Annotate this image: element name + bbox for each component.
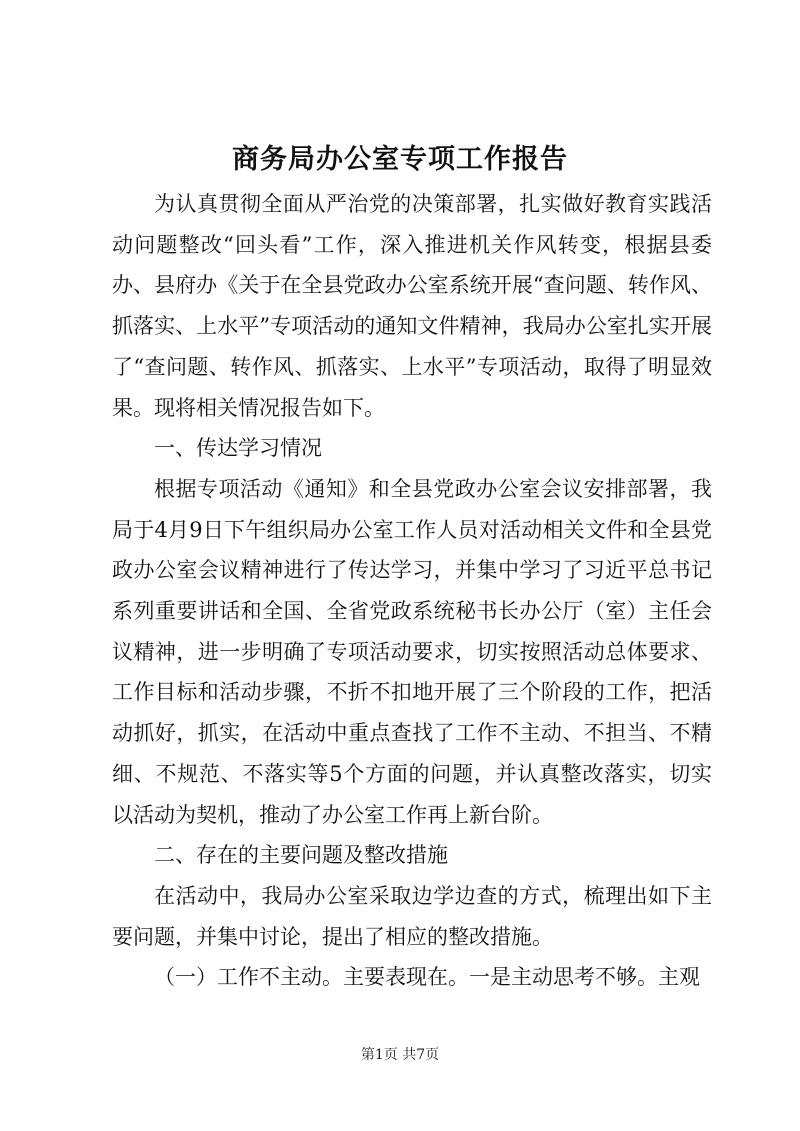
subsection-1-paragraph: （一）工作不主动。主要表现在。一是主动思考不够。主观 bbox=[154, 965, 700, 990]
section-heading-1: 一、传达学习情况 bbox=[154, 436, 322, 461]
section-1-paragraph: 根据专项活动《通知》和全县党政办公室会议安排部署，我局于4月9日下午组织局办公室工作人员对活动相关文件和全县党政办公室会议精神进行了传达学习，并集中学习了习近平总书记系列重要讲话和全国、全省党政系统秘书长办公厅（室）主任会议精神，进一步明确了专项活动要求，切实按照活动总体要求、工作目标和活动步骤，不折不扣地开展了三个阶段的工作，把活动抓好，抓实，在活动中重点查找了工作不主动、不担当、不精细、不规范、不落实等5个方面的问题，并认真整改落实，切实以活动为契机，推动了办公室工作再上新台阶。 bbox=[112, 476, 712, 827]
document-body bbox=[112, 184, 712, 998]
document-title: 商务局办公室专项工作报告 bbox=[232, 144, 568, 175]
section-2-paragraph: 在活动中，我局办公室采取边学边查的方式，梳理出如下主要问题，并集中讨论，提出了相应的整改措施。 bbox=[112, 883, 712, 949]
section-heading-2: 二、存在的主要问题及整改措施 bbox=[154, 843, 448, 868]
intro-paragraph: 为认真贯彻全面从严治党的决策部署，扎实做好教育实践活动问题整改“回头看”工作，深入推进机关作风转变，根据县委办、县府办《关于在全县党政办公室系统开展“查问题、转作风、抓落实、上水平”专项活动的通知文件精神，我局办公室扎实开展了“查问题、转作风、抓落实、上水平”专项活动，取得了明显效果。现将相关情况报告如下。 bbox=[112, 192, 712, 420]
page-footer: 第1页 共7页 bbox=[360, 1047, 440, 1063]
